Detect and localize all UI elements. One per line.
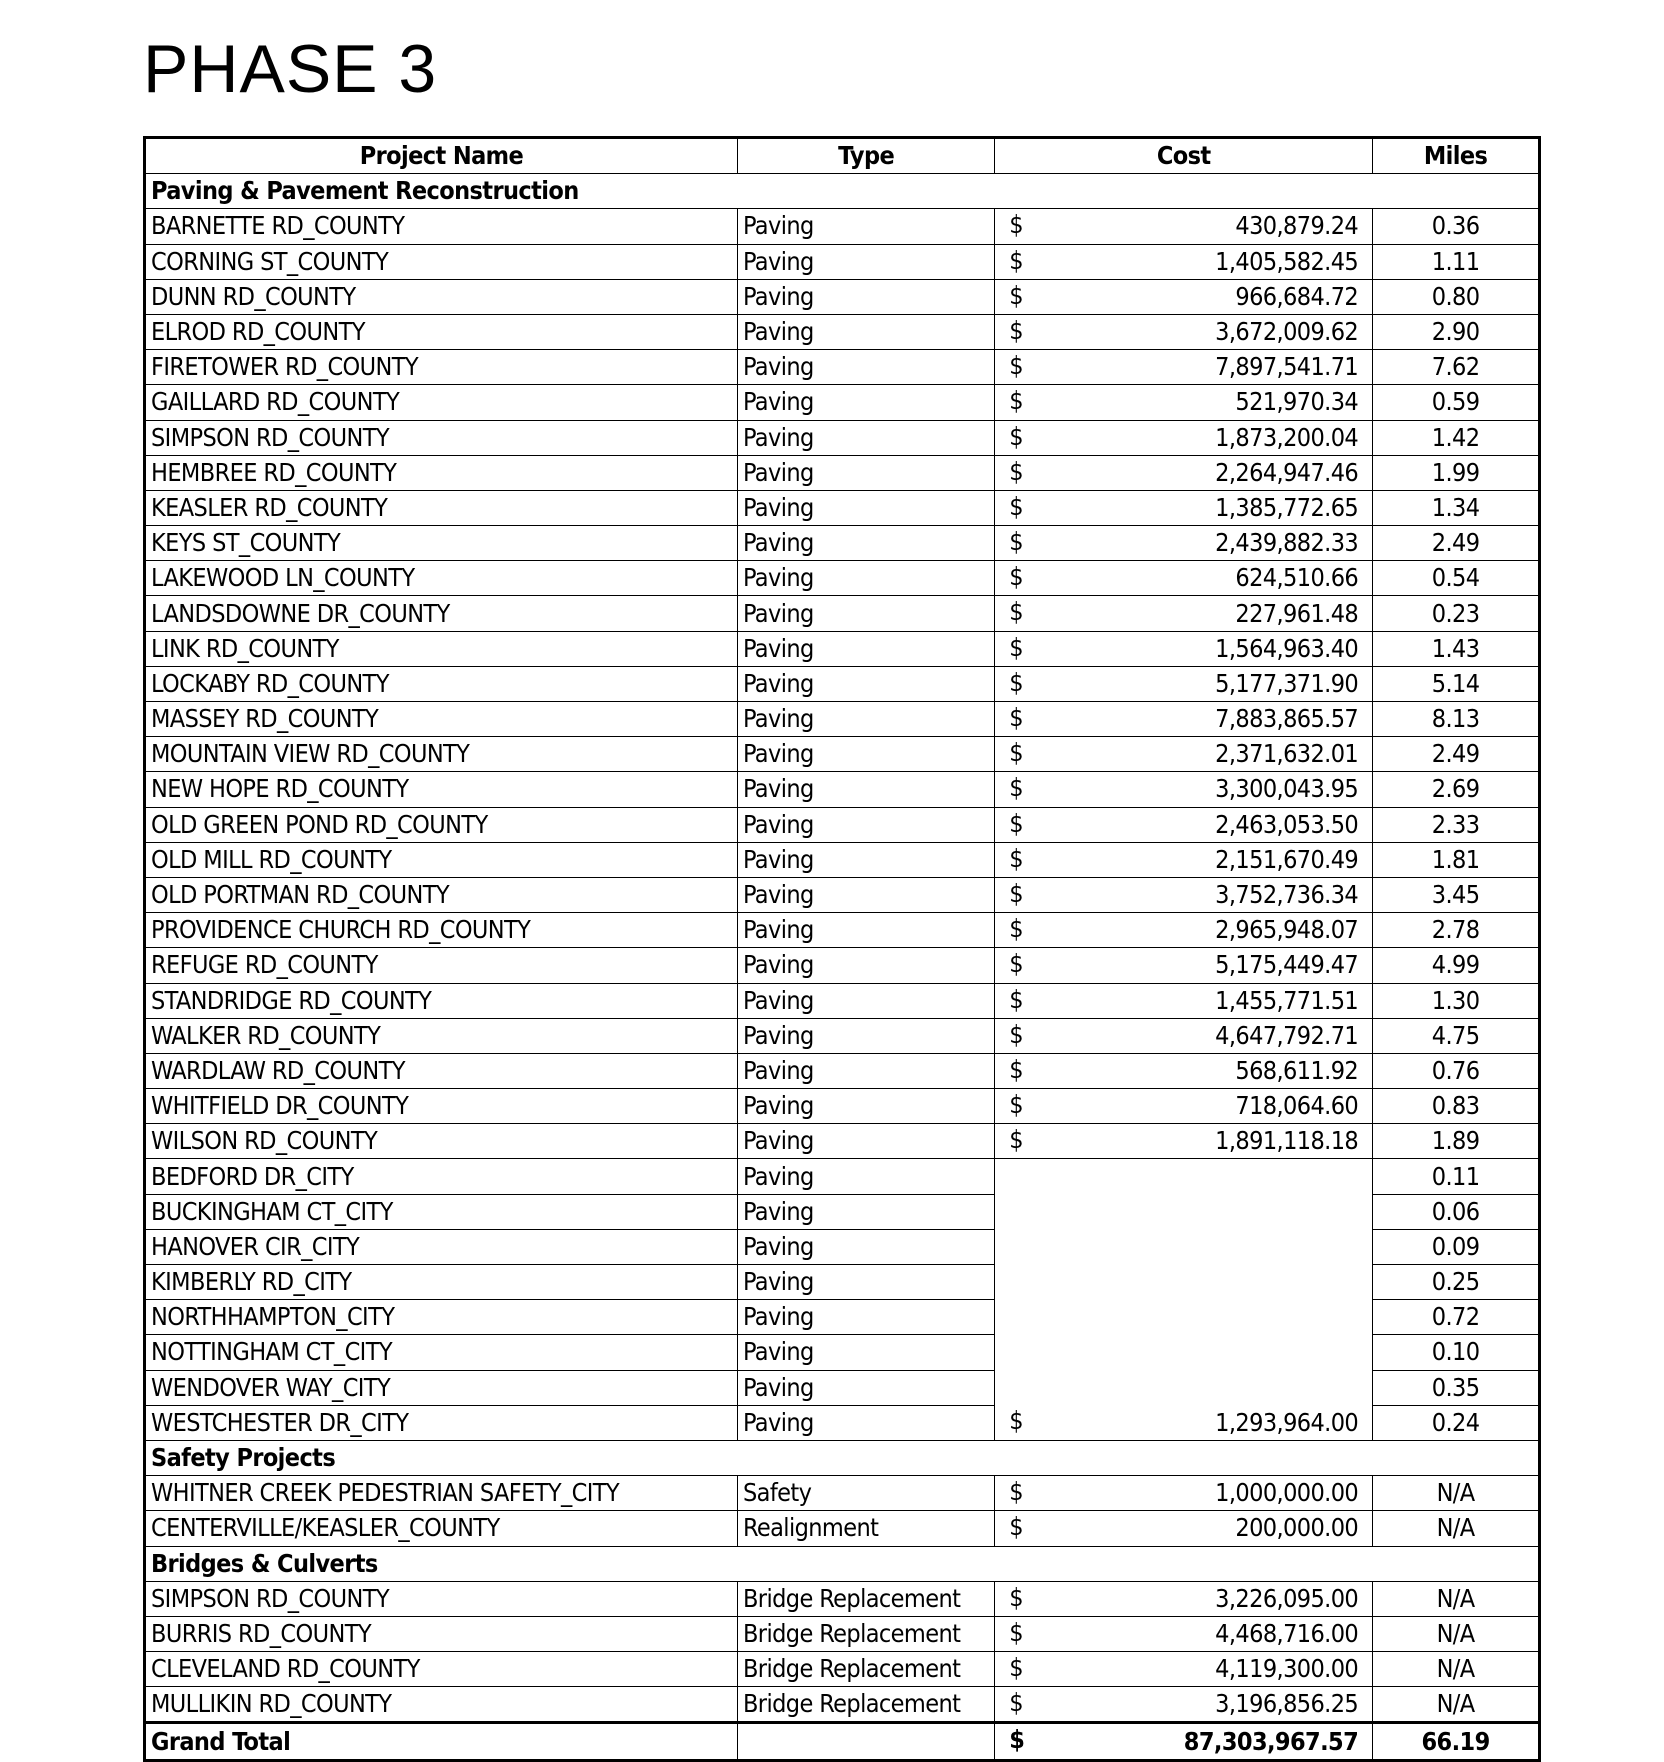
currency-symbol: $ [1009,210,1023,240]
project-name-cell: HEMBREE RD_COUNTY [145,455,738,490]
table-row [145,1194,1540,1229]
cost-cell-empty [995,1370,1373,1405]
cost-cell [995,877,1373,912]
cost-value: 3,672,009.62 [1215,317,1359,347]
cost-value: 718,064.60 [1235,1091,1359,1121]
project-name-cell: ELROD RD_COUNTY [145,314,738,349]
miles-cell: N/A [1373,1687,1540,1723]
miles-cell: 0.83 [1373,1089,1540,1124]
currency-symbol: $ [1009,1406,1023,1436]
table-row [145,1581,1540,1616]
project-name-cell: KEYS ST_COUNTY [145,526,738,561]
table-body [145,138,1540,1761]
currency-symbol: $ [1009,632,1023,662]
cost-cell [995,1511,1373,1546]
type-cell: Paving [737,737,994,772]
miles-cell: 0.11 [1373,1159,1540,1194]
cost-value: 2,264,947.46 [1215,457,1359,487]
cost-cell [995,420,1373,455]
project-name-cell: OLD MILL RD_COUNTY [145,842,738,877]
project-name-cell: NOTTINGHAM CT_CITY [145,1335,738,1370]
type-cell: Paving [737,455,994,490]
table-row [145,561,1540,596]
cost-cell [995,983,1373,1018]
currency-symbol: $ [1009,1582,1023,1612]
cost-value: 4,647,792.71 [1215,1020,1359,1050]
table-row [145,209,1540,244]
cost-value: 1,000,000.00 [1215,1478,1359,1508]
cost-cell [995,1124,1373,1159]
cost-cell [995,1089,1373,1124]
miles-cell: 0.72 [1373,1300,1540,1335]
table-row [145,983,1540,1018]
currency-symbol: $ [1009,878,1023,908]
currency-symbol: $ [1009,527,1023,557]
type-cell: Paving [737,596,994,631]
cost-value: 966,684.72 [1235,281,1359,311]
table-row [145,1124,1540,1159]
type-cell: Paving [737,1124,994,1159]
grand-total-miles: 66.19 [1373,1723,1540,1760]
project-name-cell: SIMPSON RD_COUNTY [145,1581,738,1616]
cost-value: 1,405,582.45 [1215,246,1359,276]
project-name-cell: LOCKABY RD_COUNTY [145,666,738,701]
section-label: Paving & Pavement Reconstruction [145,174,1540,209]
cost-cell [995,209,1373,244]
currency-symbol: $ [1009,984,1023,1014]
miles-cell: 0.09 [1373,1229,1540,1264]
header-row [145,138,1540,174]
table-row [145,877,1540,912]
cost-cell [995,526,1373,561]
header-project-name: Project Name [145,138,738,174]
miles-cell: 3.45 [1373,877,1540,912]
type-cell: Paving [737,1089,994,1124]
cost-cell [995,350,1373,385]
cost-cell [995,455,1373,490]
cost-cell [995,490,1373,525]
type-cell: Paving [737,631,994,666]
type-cell: Paving [737,807,994,842]
project-name-cell: MOUNTAIN VIEW RD_COUNTY [145,737,738,772]
miles-cell: N/A [1373,1616,1540,1651]
miles-cell: N/A [1373,1652,1540,1687]
type-cell: Bridge Replacement [737,1652,994,1687]
cost-cell [995,596,1373,631]
cost-cell [995,1405,1373,1440]
miles-cell: 0.10 [1373,1335,1540,1370]
section-row [145,174,1540,209]
currency-symbol: $ [1009,351,1023,381]
cost-value: 7,897,541.71 [1215,352,1359,382]
type-cell: Paving [737,314,994,349]
project-name-cell: CLEVELAND RD_COUNTY [145,1652,738,1687]
currency-symbol: $ [1009,456,1023,486]
cost-value: 1,873,200.04 [1215,422,1359,452]
miles-cell: 0.06 [1373,1194,1540,1229]
table-row [145,314,1540,349]
type-cell: Paving [737,244,994,279]
cost-value: 87,303,967.57 [1183,1726,1359,1756]
miles-cell: 0.76 [1373,1053,1540,1088]
project-name-cell: FIRETOWER RD_COUNTY [145,350,738,385]
project-name-cell: KEASLER RD_COUNTY [145,490,738,525]
type-cell: Paving [737,913,994,948]
type-cell: Paving [737,490,994,525]
table-row [145,1089,1540,1124]
cost-cell-empty [995,1335,1373,1370]
cost-value: 7,883,865.57 [1215,704,1359,734]
table-row [145,526,1540,561]
cost-value: 3,196,856.25 [1215,1689,1359,1719]
type-cell: Paving [737,385,994,420]
table-row [145,1229,1540,1264]
currency-symbol: $ [1009,386,1023,416]
type-cell: Paving [737,948,994,983]
currency-symbol: $ [1009,421,1023,451]
header-type: Type [737,138,994,174]
miles-cell: 0.23 [1373,596,1540,631]
header-cost: Cost [995,138,1373,174]
cost-value: 2,371,632.01 [1215,739,1359,769]
cost-cell [995,737,1373,772]
currency-symbol: $ [1009,1054,1023,1084]
table-row [145,948,1540,983]
cost-value: 1,455,771.51 [1215,985,1359,1015]
miles-cell: 0.80 [1373,279,1540,314]
cost-cell [995,1616,1373,1651]
project-name-cell: MASSEY RD_COUNTY [145,702,738,737]
cost-cell [995,948,1373,983]
project-name-cell: WALKER RD_COUNTY [145,1018,738,1053]
currency-symbol: $ [1009,597,1023,627]
miles-cell: 2.33 [1373,807,1540,842]
table-row [145,596,1540,631]
table-row [145,1265,1540,1300]
cost-value: 4,468,716.00 [1215,1618,1359,1648]
cost-value: 1,891,118.18 [1215,1126,1359,1156]
miles-cell: 4.75 [1373,1018,1540,1053]
miles-cell: 1.30 [1373,983,1540,1018]
type-cell: Bridge Replacement [737,1687,994,1723]
section-row [145,1440,1540,1475]
table-row [145,1370,1540,1405]
table-row [145,1159,1540,1194]
miles-cell: 2.90 [1373,314,1540,349]
cost-value: 2,439,882.33 [1215,528,1359,558]
table-row [145,1335,1540,1370]
grand-total-cost-cell [995,1723,1373,1760]
table-row [145,455,1540,490]
table-row [145,279,1540,314]
cost-cell-empty [995,1159,1373,1194]
grand-total-row [145,1723,1540,1760]
project-name-cell: WHITFIELD DR_COUNTY [145,1089,738,1124]
type-cell: Paving [737,209,994,244]
cost-cell-empty [995,1229,1373,1264]
table-row [145,772,1540,807]
type-cell: Paving [737,1370,994,1405]
miles-cell: 7.62 [1373,350,1540,385]
project-name-cell: OLD PORTMAN RD_COUNTY [145,877,738,912]
cost-cell [995,1476,1373,1511]
table-row [145,1476,1540,1511]
cost-cell [995,314,1373,349]
project-name-cell: WHITNER CREEK PEDESTRIAN SAFETY_CITY [145,1476,738,1511]
table-row [145,385,1540,420]
table-row [145,1018,1540,1053]
table-row [145,666,1540,701]
project-name-cell: WILSON RD_COUNTY [145,1124,738,1159]
table-row [145,1053,1540,1088]
miles-cell: 2.49 [1373,737,1540,772]
project-name-cell: LINK RD_COUNTY [145,631,738,666]
miles-cell: 5.14 [1373,666,1540,701]
miles-cell: 1.99 [1373,455,1540,490]
currency-symbol: $ [1009,738,1023,768]
type-cell: Paving [737,420,994,455]
section-label: Bridges & Culverts [145,1546,1540,1581]
table-row [145,737,1540,772]
cost-cell-empty [995,1300,1373,1335]
cost-cell [995,807,1373,842]
miles-cell: N/A [1373,1511,1540,1546]
type-cell: Paving [737,279,994,314]
project-name-cell: HANOVER CIR_CITY [145,1229,738,1264]
table-row [145,244,1540,279]
miles-cell: 0.54 [1373,561,1540,596]
miles-cell: 1.34 [1373,490,1540,525]
miles-cell: 1.43 [1373,631,1540,666]
cost-cell [995,913,1373,948]
type-cell: Paving [737,1405,994,1440]
cost-cell [995,702,1373,737]
table-row [145,631,1540,666]
phase-projects-table [143,136,1541,1762]
currency-symbol: $ [1009,808,1023,838]
project-name-cell: WARDLAW RD_COUNTY [145,1053,738,1088]
type-cell: Paving [737,1053,994,1088]
project-name-cell: SIMPSON RD_COUNTY [145,420,738,455]
miles-cell: 2.78 [1373,913,1540,948]
cost-cell [995,772,1373,807]
project-name-cell: BARNETTE RD_COUNTY [145,209,738,244]
cost-value: 2,463,053.50 [1215,809,1359,839]
section-label: Safety Projects [145,1440,1540,1475]
type-cell: Bridge Replacement [737,1581,994,1616]
cost-cell [995,1687,1373,1723]
type-cell: Paving [737,561,994,596]
currency-symbol: $ [1009,245,1023,275]
project-name-cell: BEDFORD DR_CITY [145,1159,738,1194]
currency-symbol: $ [1009,280,1023,310]
cost-cell [995,244,1373,279]
miles-cell: 2.49 [1373,526,1540,561]
project-name-cell: WENDOVER WAY_CITY [145,1370,738,1405]
grand-total-label: Grand Total [145,1723,738,1760]
cost-value: 2,151,670.49 [1215,844,1359,874]
project-name-cell: NEW HOPE RD_COUNTY [145,772,738,807]
cost-value: 3,752,736.34 [1215,880,1359,910]
project-name-cell: LAKEWOOD LN_COUNTY [145,561,738,596]
cost-value: 5,177,371.90 [1215,668,1359,698]
currency-symbol: $ [1009,843,1023,873]
miles-cell: N/A [1373,1476,1540,1511]
type-cell: Paving [737,1194,994,1229]
currency-symbol: $ [1009,1477,1023,1507]
miles-cell: 1.11 [1373,244,1540,279]
type-cell: Paving [737,1229,994,1264]
miles-cell: 0.59 [1373,385,1540,420]
project-name-cell: GAILLARD RD_COUNTY [145,385,738,420]
cost-cell [995,842,1373,877]
currency-symbol: $ [1009,1019,1023,1049]
table-row [145,1511,1540,1546]
type-cell: Bridge Replacement [737,1616,994,1651]
type-cell: Paving [737,842,994,877]
cost-value: 430,879.24 [1235,211,1359,241]
type-cell: Paving [737,702,994,737]
miles-cell: 0.36 [1373,209,1540,244]
project-name-cell: LANDSDOWNE DR_COUNTY [145,596,738,631]
currency-symbol: $ [1009,914,1023,944]
currency-symbol: $ [1009,1090,1023,1120]
cost-cell [995,1652,1373,1687]
type-cell: Paving [737,1265,994,1300]
cost-cell [995,1018,1373,1053]
grand-total-type-cell [737,1723,994,1760]
table-row [145,350,1540,385]
cost-cell-empty [995,1265,1373,1300]
project-name-cell: OLD GREEN POND RD_COUNTY [145,807,738,842]
type-cell: Paving [737,1159,994,1194]
table-row [145,1405,1540,1440]
cost-value: 1,293,964.00 [1215,1407,1359,1437]
cost-cell-empty [995,1194,1373,1229]
table-row [145,1300,1540,1335]
project-name-cell: BURRIS RD_COUNTY [145,1616,738,1651]
currency-symbol: $ [1009,315,1023,345]
currency-symbol: $ [1009,667,1023,697]
project-name-cell: CORNING ST_COUNTY [145,244,738,279]
type-cell: Paving [737,772,994,807]
cost-value: 5,175,449.47 [1215,950,1359,980]
project-name-cell: MULLIKIN RD_COUNTY [145,1687,738,1723]
project-name-cell: REFUGE RD_COUNTY [145,948,738,983]
project-name-cell: KIMBERLY RD_CITY [145,1265,738,1300]
type-cell: Paving [737,666,994,701]
cost-value: 1,564,963.40 [1215,633,1359,663]
project-name-cell: BUCKINGHAM CT_CITY [145,1194,738,1229]
cost-value: 1,385,772.65 [1215,492,1359,522]
type-cell: Paving [737,1300,994,1335]
page-title: PHASE 3 [143,31,438,107]
project-name-cell: DUNN RD_COUNTY [145,279,738,314]
project-name-cell: WESTCHESTER DR_CITY [145,1405,738,1440]
cost-value: 2,965,948.07 [1215,915,1359,945]
table-row [145,1652,1540,1687]
cost-value: 3,300,043.95 [1215,774,1359,804]
currency-symbol: $ [1009,773,1023,803]
section-row [145,1546,1540,1581]
type-cell: Safety [737,1476,994,1511]
miles-cell: 0.25 [1373,1265,1540,1300]
currency-symbol: $ [1009,1653,1023,1683]
miles-cell: 1.81 [1373,842,1540,877]
currency-symbol: $ [1009,1725,1025,1755]
type-cell: Paving [737,350,994,385]
type-cell: Paving [737,1335,994,1370]
type-cell: Realignment [737,1511,994,1546]
type-cell: Paving [737,526,994,561]
miles-cell: 2.69 [1373,772,1540,807]
miles-cell: 0.24 [1373,1405,1540,1440]
project-name-cell: PROVIDENCE CHURCH RD_COUNTY [145,913,738,948]
cost-cell [995,279,1373,314]
miles-cell: 1.89 [1373,1124,1540,1159]
cost-cell [995,1581,1373,1616]
currency-symbol: $ [1009,1617,1023,1647]
table-row [145,1687,1540,1723]
project-name-cell: NORTHHAMPTON_CITY [145,1300,738,1335]
cost-cell [995,666,1373,701]
table-row [145,1616,1540,1651]
miles-cell: N/A [1373,1581,1540,1616]
cost-cell [995,561,1373,596]
table-row [145,490,1540,525]
currency-symbol: $ [1009,1512,1023,1542]
type-cell: Paving [737,877,994,912]
type-cell: Paving [737,983,994,1018]
cost-cell [995,1053,1373,1088]
currency-symbol: $ [1009,562,1023,592]
cost-cell [995,385,1373,420]
header-miles: Miles [1373,138,1540,174]
table-row [145,702,1540,737]
cost-value: 521,970.34 [1235,387,1359,417]
table-row [145,913,1540,948]
cost-value: 624,510.66 [1235,563,1359,593]
table-row [145,420,1540,455]
table-row [145,842,1540,877]
project-name-cell: CENTERVILLE/KEASLER_COUNTY [145,1511,738,1546]
currency-symbol: $ [1009,491,1023,521]
miles-cell: 1.42 [1373,420,1540,455]
currency-symbol: $ [1009,1688,1023,1718]
cost-value: 200,000.00 [1235,1513,1359,1543]
cost-value: 227,961.48 [1235,598,1359,628]
currency-symbol: $ [1009,703,1023,732]
cost-value: 568,611.92 [1235,1055,1359,1085]
currency-symbol: $ [1009,1125,1023,1155]
miles-cell: 4.99 [1373,948,1540,983]
project-name-cell: STANDRIDGE RD_COUNTY [145,983,738,1018]
cost-value: 3,226,095.00 [1215,1583,1359,1613]
type-cell: Paving [737,1018,994,1053]
miles-cell: 8.13 [1373,702,1540,737]
currency-symbol: $ [1009,949,1023,979]
cost-cell [995,631,1373,666]
table-row [145,807,1540,842]
cost-value: 4,119,300.00 [1215,1654,1359,1684]
miles-cell: 0.35 [1373,1370,1540,1405]
